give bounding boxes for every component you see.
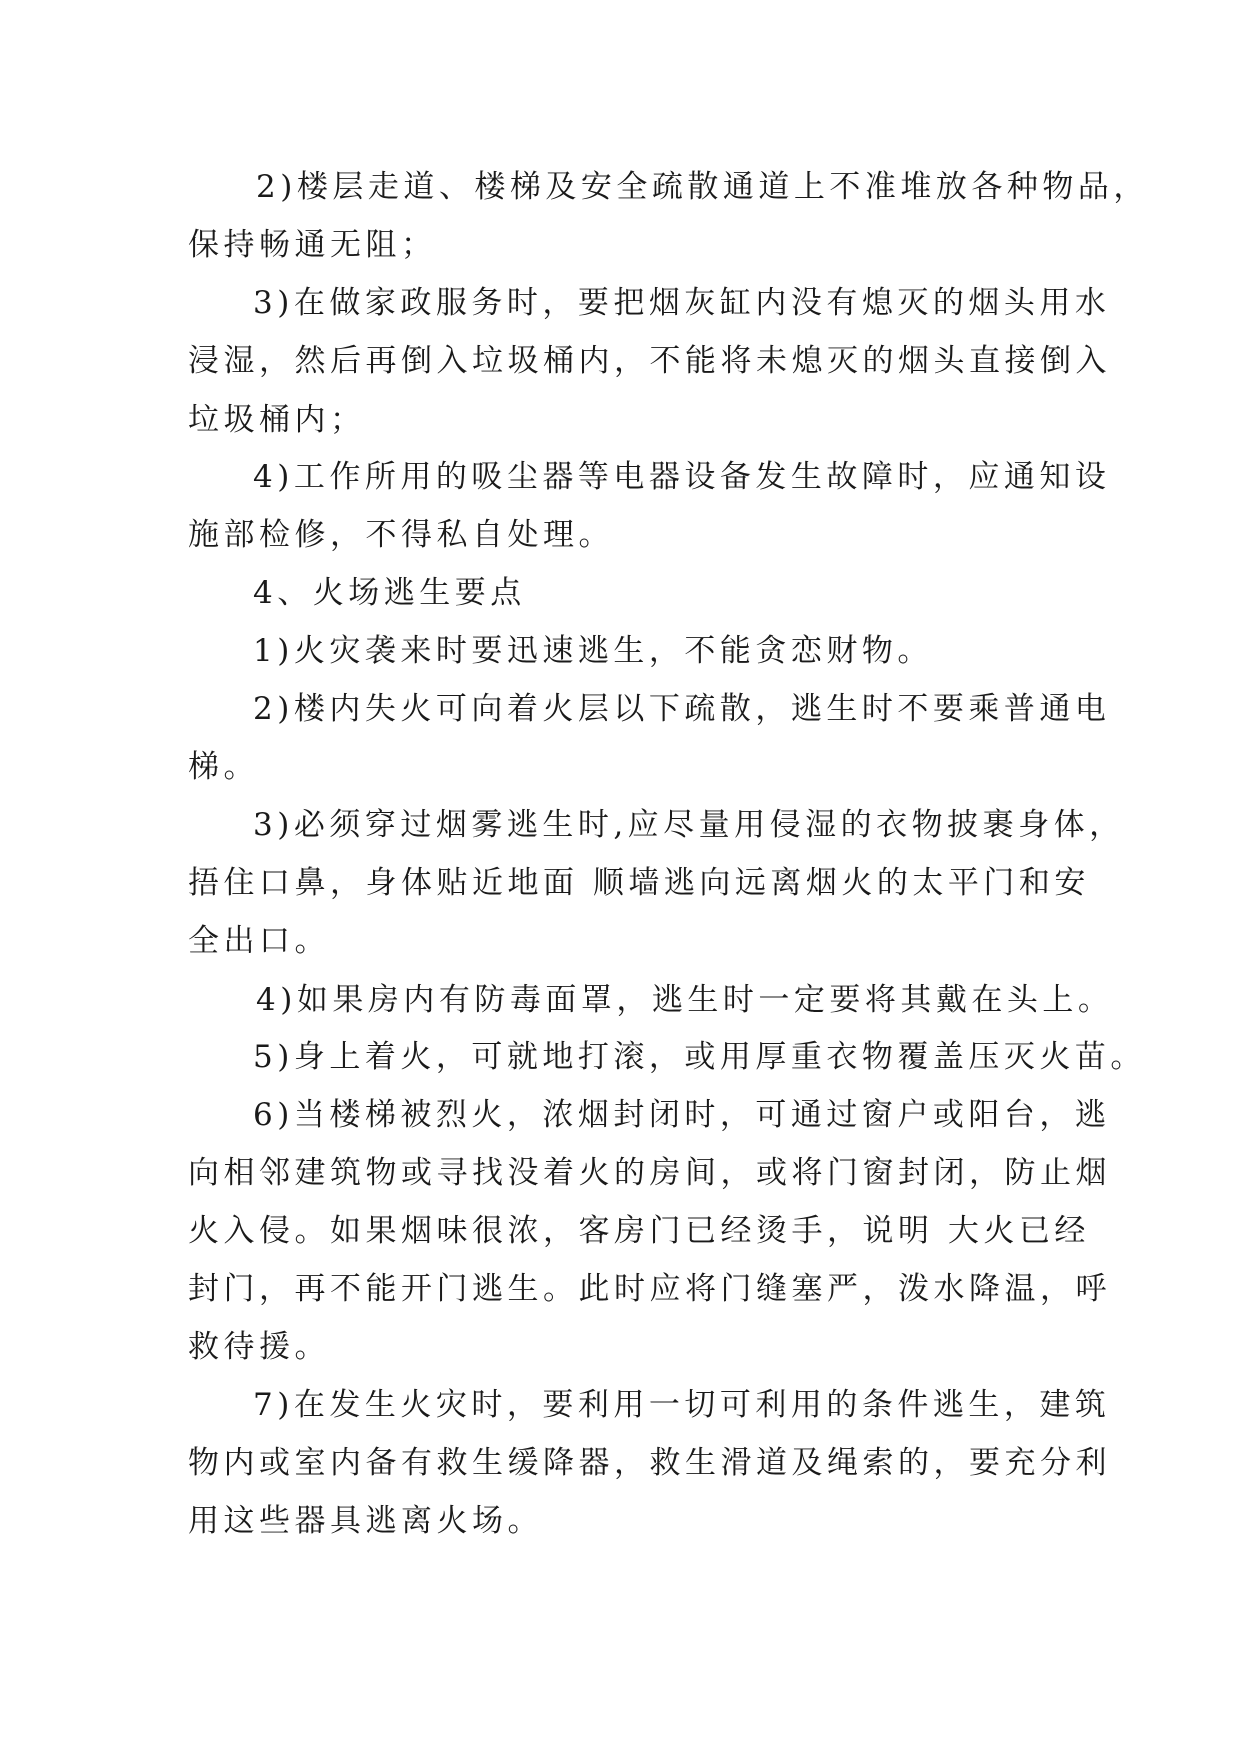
text-line: 施部检修，不得私自处理。 bbox=[188, 517, 614, 553]
text-line: 火入侵。如果烟味很浓，客房门已经烫手，说明 大火已经 bbox=[188, 1213, 1090, 1249]
text-line: 物内或室内备有救生缓降器，救生滑道及绳索的，要充分利 bbox=[188, 1445, 1111, 1481]
text-line: 捂住口鼻，身体贴近地面 顺墙逃向远离烟火的太平门和安 bbox=[188, 865, 1090, 901]
text-line: 封门，再不能开门逃生。此时应将门缝塞严，泼水降温，呼 bbox=[188, 1271, 1111, 1307]
text-line: 1)火灾袭来时要迅速逃生，不能贪恋财物。 bbox=[253, 633, 933, 669]
text-line: 5)身上着火，可就地打滚，或用厚重衣物覆盖压灭火苗。 bbox=[253, 1039, 1146, 1075]
text-line: 浸湿，然后再倒入垃圾桶内，不能将未熄灭的烟头直接倒入 bbox=[188, 343, 1111, 379]
text-line: 4)如果房内有防毒面罩，逃生时一定要将其戴在头上。 bbox=[256, 982, 1114, 1018]
text-line: 救待援。 bbox=[188, 1329, 330, 1365]
text-line: 2)楼层走道、楼梯及安全疏散通道上不准堆放各种物品， bbox=[256, 169, 1149, 205]
text-line: 向相邻建筑物或寻找没着火的房间，或将门窗封闭，防止烟 bbox=[188, 1155, 1111, 1191]
text-line: 梯。 bbox=[188, 749, 259, 785]
text-line: 全出口。 bbox=[188, 923, 330, 959]
text-line: 2)楼内失火可向着火层以下疏散，逃生时不要乘普通电 bbox=[253, 691, 1111, 727]
text-line: 保持畅通无阻； bbox=[188, 227, 437, 263]
text-line: 6)当楼梯被烈火，浓烟封闭时，可通过窗户或阳台，逃 bbox=[253, 1097, 1111, 1133]
text-line: 3)必须穿过烟雾逃生时,应尽量用侵湿的衣物披裹身体， bbox=[253, 807, 1125, 843]
section-heading: 4、火场逃生要点 bbox=[253, 575, 526, 611]
text-line: 3)在做家政服务时，要把烟灰缸内没有熄灭的烟头用水 bbox=[253, 285, 1111, 321]
text-line: 4)工作所用的吸尘器等电器设备发生故障时，应通知设 bbox=[253, 459, 1111, 495]
text-line: 垃圾桶内； bbox=[188, 402, 366, 438]
text-line: 用这些器具逃离火场。 bbox=[188, 1503, 543, 1539]
text-line: 7)在发生火灾时，要利用一切可利用的条件逃生，建筑 bbox=[253, 1387, 1111, 1423]
